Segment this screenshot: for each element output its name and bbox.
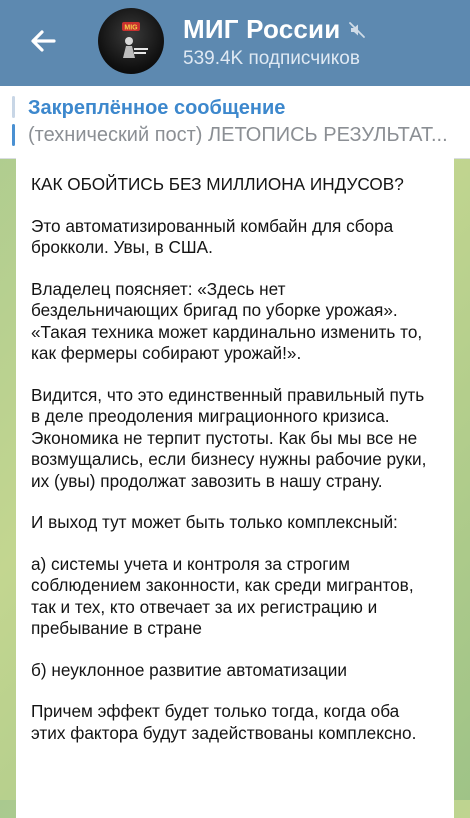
channel-avatar[interactable] [98, 8, 164, 74]
message-paragraph: а) системы учета и контроля за строгим соблюдением законности, как среди мигрантов, так и тех, кто отвечает за их регистрацию и пребывание в стране [31, 553, 414, 638]
message-paragraph: Причем эффект будет только тогда, когда оба этих фактора будут задействованы комплексно. [31, 701, 417, 743]
message-paragraph: Это автоматизированный комбайн для сбора брокколи. Увы, в США. [31, 215, 394, 257]
pinned-indicator [12, 96, 15, 150]
pinned-label: Закреплённое сообщение [28, 97, 286, 119]
back-button[interactable] [26, 24, 60, 58]
message-bubble [16, 158, 454, 818]
muted-speaker-icon [348, 21, 366, 39]
message-text [31, 174, 436, 744]
channel-header [0, 0, 470, 86]
message-paragraph: Видится, что это единственный правильный путь в деле преодоления миграционного кризиса. Экономика не терпит пустоты. Как бы мы все не возмущались, если бизнесу нужны рабочие руки, их (увы) продолжат завозить в нашу страну. [31, 384, 427, 491]
arrow-left-icon [26, 24, 60, 58]
message-paragraph: Владелец поясняет: «Здесь нет бездельничающих бригад по уборке урожая». «Такая техника может кардинально изменить то, как фермеры собирают урожай!». [31, 278, 423, 363]
channel-name[interactable]: МИГ России [183, 14, 341, 44]
message-heading: КАК ОБОЙТИСЬ БЕЗ МИЛЛИОНА ИНДУСОВ? [31, 174, 404, 194]
svg-text:MIG: MIG [124, 24, 138, 32]
pinned-preview: (технический пост) ЛЕТОПИСЬ РЕЗУЛЬТАТ... [28, 124, 448, 146]
subscriber-count: 539.4K подписчиков [183, 48, 360, 69]
message-paragraph: И выход тут может быть только комплексный: [31, 512, 398, 532]
message-paragraph: б) неуклонное развитие автоматизации [31, 659, 348, 680]
